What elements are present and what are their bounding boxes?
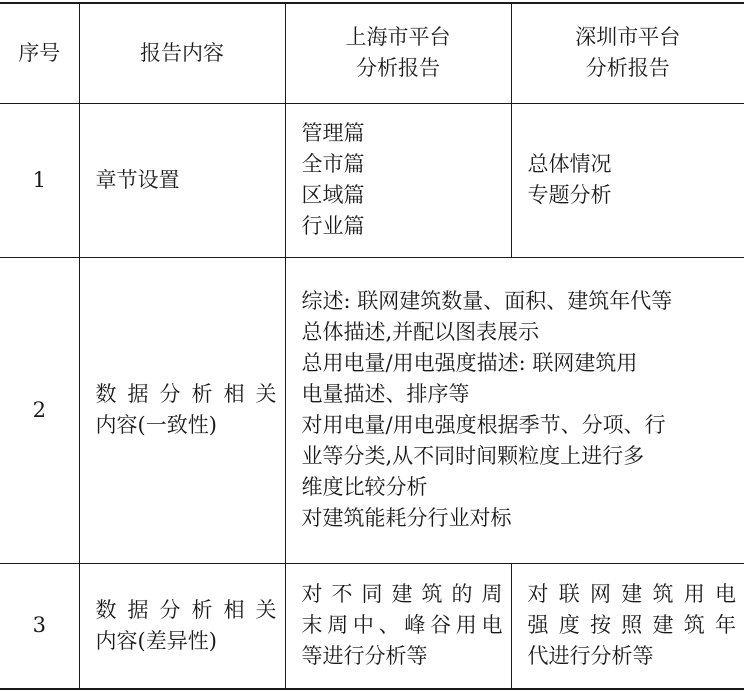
row-number: 1 bbox=[0, 103, 79, 257]
header-shenzhen: 深圳市平台 分析报告 bbox=[511, 3, 744, 103]
report-content-cell: 数据分析相关 内容(一致性) bbox=[79, 257, 285, 563]
report-comparison-table bbox=[0, 2, 744, 690]
report-content-cell: 章节设置 bbox=[79, 103, 285, 257]
shanghai-cell: 对不同建筑的周 末周中、峰谷用电 等进行分析等 bbox=[285, 563, 511, 689]
header-shanghai: 上海市平台 分析报告 bbox=[285, 3, 511, 103]
row-number: 2 bbox=[0, 257, 79, 563]
report-content-cell: 数据分析相关 内容(差异性) bbox=[79, 563, 285, 689]
table-row bbox=[0, 257, 744, 563]
row-number: 3 bbox=[0, 563, 79, 689]
shanghai-cell: 管理篇 全市篇 区域篇 行业篇 bbox=[285, 103, 511, 257]
header-row bbox=[0, 3, 744, 103]
shenzhen-cell: 总体情况 专题分析 bbox=[511, 103, 744, 257]
table-row bbox=[0, 103, 744, 257]
shenzhen-cell: 对联网建筑用电 强度按照建筑年 代进行分析等 bbox=[511, 563, 744, 689]
header-content: 报告内容 bbox=[79, 3, 285, 103]
header-num: 序号 bbox=[0, 3, 79, 103]
table-row bbox=[0, 563, 744, 689]
shared-content-cell: 综述: 联网建筑数量、面积、建筑年代等 总体描述,并配以图表展示 总用电量/用电强度描述: 联网建筑用 电量描述、排序等 对用电量/用电强度根据季节、分项、行 业等分类,从不同时间颗粒度上进行多 维度比较分析 对建筑能耗分行业对标 bbox=[285, 257, 744, 563]
